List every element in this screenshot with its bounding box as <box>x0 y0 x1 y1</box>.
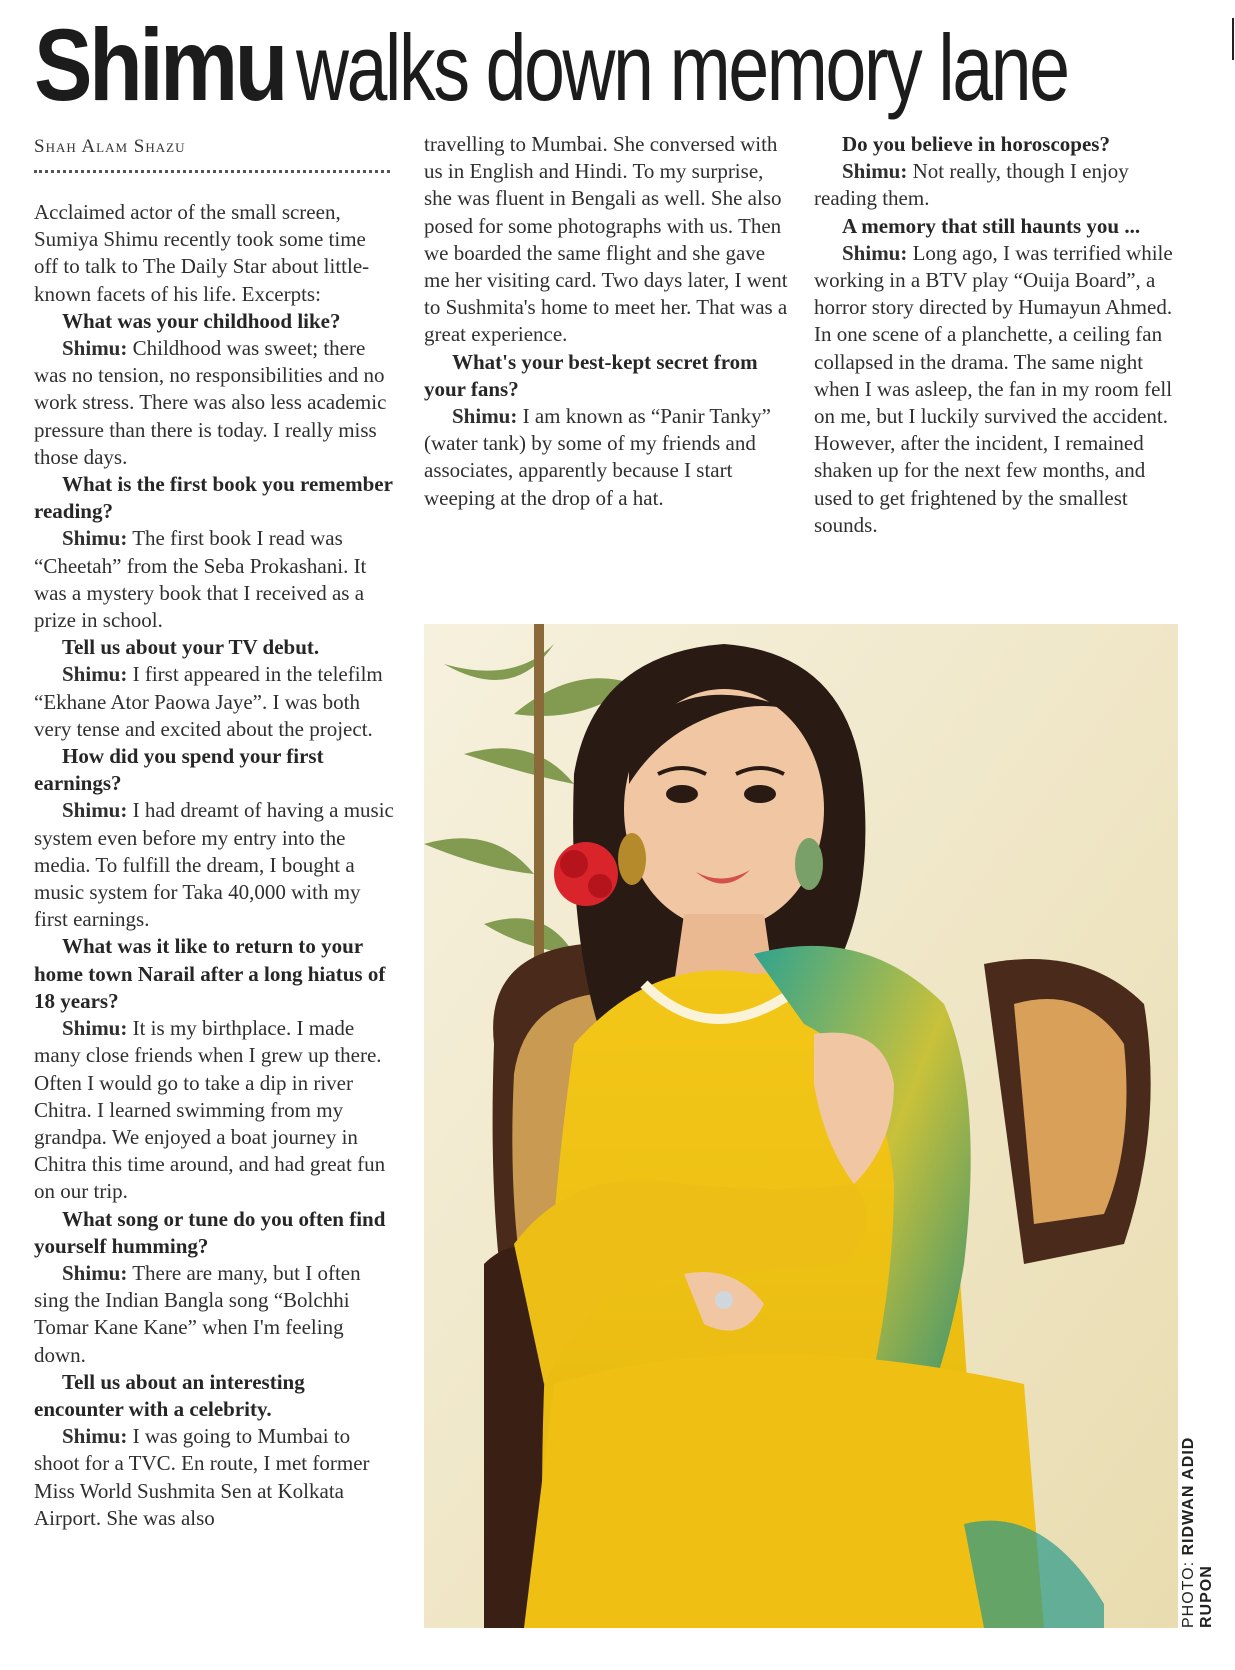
question: Do you believe in horoscopes? <box>842 132 1110 156</box>
answer <box>34 1260 394 1369</box>
speaker-label: Shimu: <box>62 336 128 361</box>
column-2 <box>424 131 788 512</box>
speaker-label: Shimu: <box>62 1260 128 1285</box>
question: What is the first book you remember reading? <box>34 472 393 524</box>
headline <box>34 8 1184 122</box>
question: Tell us about your TV debut. <box>62 635 320 660</box>
column-3 <box>814 131 1184 539</box>
speaker-label: Shimu: <box>62 662 128 687</box>
answer <box>34 525 394 634</box>
speaker-label: Shimu: <box>62 526 128 551</box>
portrait-illustration <box>424 624 1178 1628</box>
answer-text: I was going to Mumbai to shoot for a TVC. En route, I met former Miss World Sushmita Sen at Kolkata Airport. She was also <box>34 1424 370 1530</box>
speaker-label: Shimu: <box>62 1016 128 1041</box>
answer-text: Not really, though I enjoy reading them. <box>814 159 1129 211</box>
answer <box>34 797 394 933</box>
photo-credit <box>1180 1378 1215 1628</box>
speaker-label: Shimu: <box>62 1424 128 1449</box>
answer-text: I had dreamt of having a music system even before my entry into the media. To fulfill the dream, I bought a music system for Taka 40,000 with my first earnings. <box>34 798 394 932</box>
speaker-label: Shimu: <box>62 798 128 823</box>
intro-paragraph: Acclaimed actor of the small screen, Sumiya Shimu recently took some time off to talk to The Daily Star about little-known facets of his life. Excerpts: <box>34 200 370 306</box>
portrait-photo <box>424 624 1178 1628</box>
answer-text: The first book I read was “Cheetah” from the Seba Prokashani. It was a mystery book that I received as a prize in school. <box>34 526 367 633</box>
column-1 <box>34 199 394 1532</box>
headline-rest: walks down memory lane <box>296 15 1068 120</box>
question: What's your best-kept secret from your fans? <box>424 349 758 401</box>
speaker-label: Shimu: <box>842 240 908 265</box>
edge-rule <box>1232 18 1234 60</box>
answer-text: I first appeared in the telefilm “Ekhane Ator Paowa Jaye”. I was both very tense and excited about the project. <box>34 662 383 741</box>
question: How did you spend your first earnings? <box>34 744 324 796</box>
byline-dotted-rule <box>34 170 390 173</box>
answer-text: Childhood was sweet; there was no tension, no responsibilities and no work stress. There was also less academic pressure than there is today. I really miss those days. <box>34 336 387 469</box>
answer <box>34 661 394 743</box>
answer <box>424 403 788 512</box>
question: A memory that still haunts you ... <box>842 213 1141 238</box>
question: Tell us about an interesting encounter with a celebrity. <box>34 1369 305 1421</box>
headline-name: Shimu <box>34 8 285 122</box>
photo-credit-name: RIDWAN ADID RUPON <box>1180 1436 1215 1628</box>
answer <box>814 240 1184 539</box>
answer-text: It is my birthplace. I made many close friends when I grew up there. Often I would go to take a dip in river Chitra. I learned swimming from my grandpa. We enjoyed a boat journey in Chitra this time around, and had great fun on our trip. <box>34 1016 386 1204</box>
answer-text: There are many, but I often sing the Indian Bangla song “Bolchhi Tomar Kane Kane” when I'm feeling down. <box>34 1260 361 1367</box>
answer <box>34 1015 394 1205</box>
question: What song or tune do you often find yourself humming? <box>34 1206 386 1258</box>
answer <box>34 335 394 471</box>
speaker-label: Shimu: <box>452 404 518 429</box>
answer <box>814 158 1184 212</box>
photo-credit-label: PHOTO: <box>1180 1560 1197 1628</box>
answer-text: I am known as “Panir Tanky” (water tank) by some of my friends and associates, apparently because I start weeping at the drop of a hat. <box>424 404 771 510</box>
answer-text: Long ago, I was terrified while working in a BTV play “Ouija Board”, a horror story directed by Humayun Ahmed. In one scene of a planchette, a ceiling fan collapsed in the drama. The same night when I was asleep, the fan in my room fell on me, but I luckily survived the accident. However, after the incident, I remained shaken up for the next few months, and used to get frightened by the smallest sounds. <box>814 240 1173 537</box>
continuation-paragraph: travelling to Mumbai. She conversed with us in English and Hindi. To my surprise, she was fluent in Bengali as well. She also posed for some photographs with us. Then we boarded the same flight and she gave me her visiting card. Two days later, I went to Sushmita's home to meet her. That was a great experience. <box>424 132 788 347</box>
answer <box>34 1423 394 1532</box>
question: What was it like to return to your home town Narail after a long hiatus of 18 years? <box>34 934 386 1013</box>
question: What was your childhood like? <box>62 308 341 333</box>
speaker-label: Shimu: <box>842 159 908 184</box>
byline: Shah Alam Shazu <box>34 136 186 157</box>
